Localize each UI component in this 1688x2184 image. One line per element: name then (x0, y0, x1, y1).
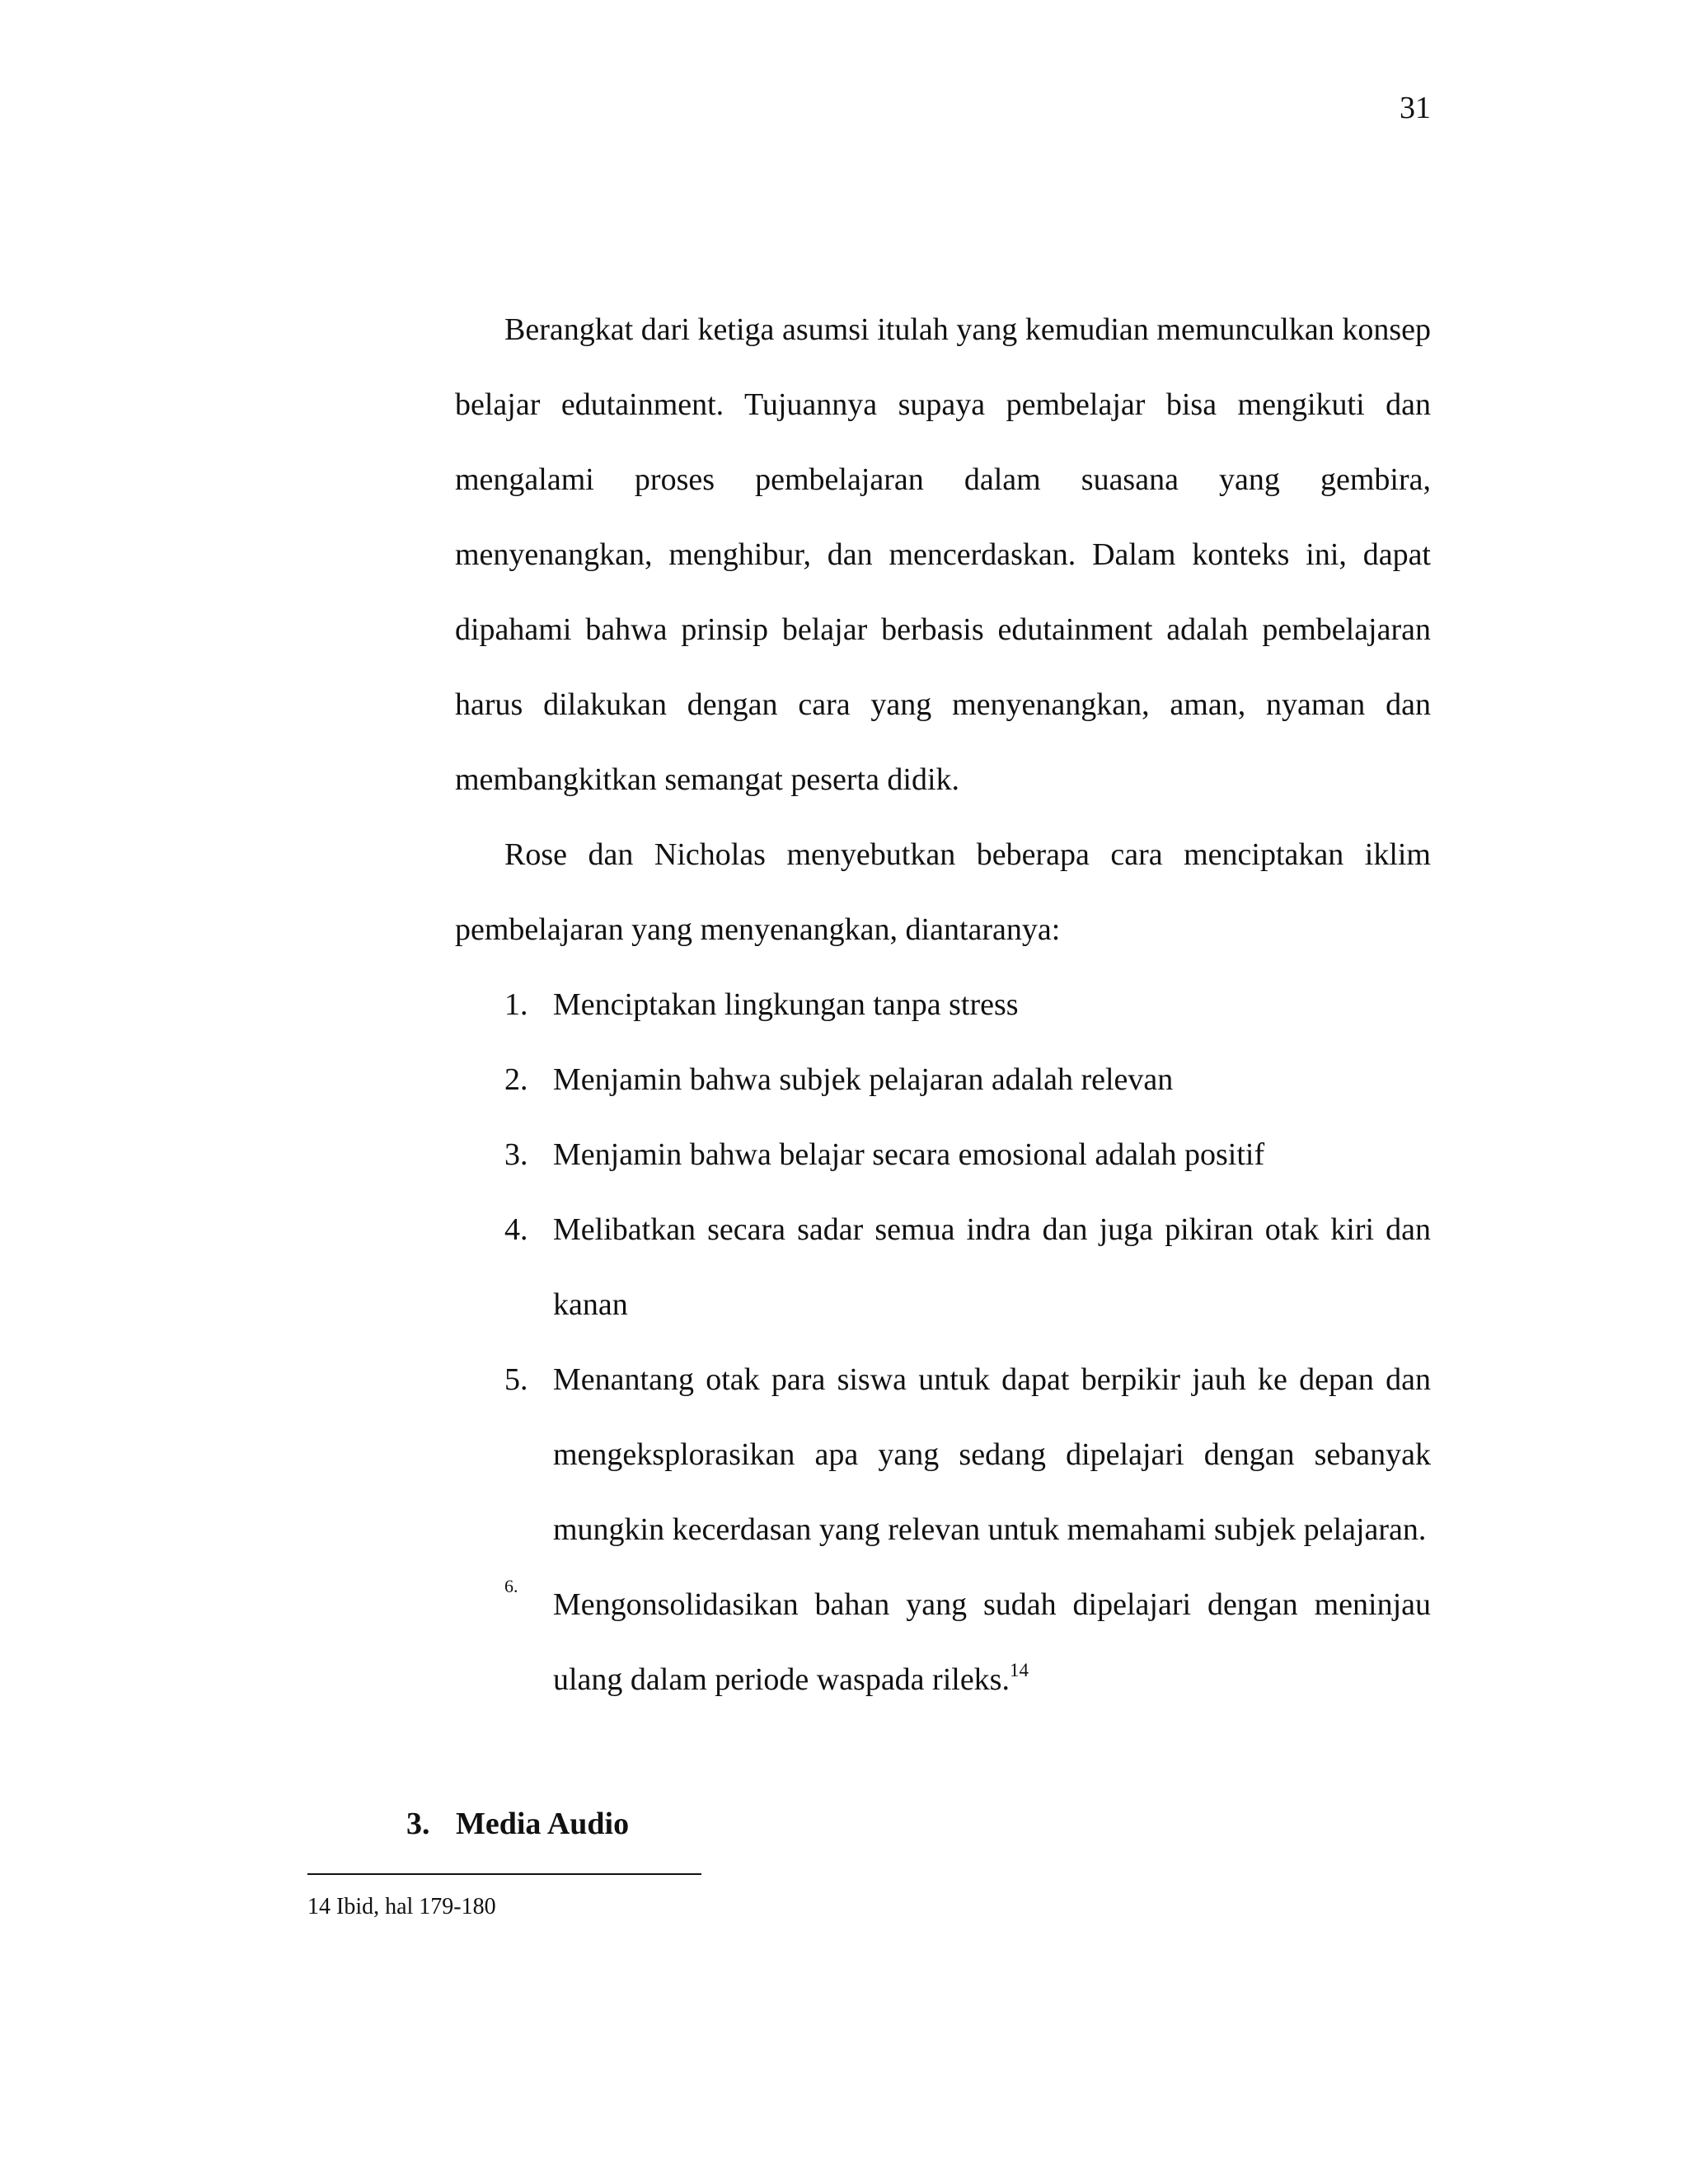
list-item-number: 1. (504, 987, 528, 1022)
footnote-text: Ibid, hal 179-180 (336, 1894, 496, 1919)
list-item-number: 2. (504, 1062, 528, 1097)
footnote-number: 14 (307, 1894, 331, 1919)
list-item-text: Menantang otak para siswa untuk dapat berpikir jauh ke depan dan mengeksplorasikan apa yang sedang dipelajari dengan sebanyak mungkin kecerdasan yang relevan untuk memahami subjek pelajaran. (553, 1362, 1431, 1547)
page-number: 31 (1400, 91, 1431, 125)
list-item (504, 1568, 1431, 1718)
list-item (504, 1343, 1431, 1568)
paragraph-rose-nicholas: Rose dan Nicholas menyebutkan beberapa cara menciptakan iklim pembelajaran yang menyenangkan, diantaranya: (455, 837, 1431, 947)
list-item-number: 6. (504, 1576, 518, 1596)
list-item-number: 3. (504, 1137, 528, 1172)
list-item-number: 5. (504, 1362, 528, 1397)
list-item-number: 4. (504, 1212, 528, 1247)
section-title: Media Audio (456, 1807, 630, 1841)
list-item (504, 968, 1431, 1043)
paragraph-edutainment: Berangkat dari ketiga asumsi itulah yang kemudian memunculkan konsep belajar edutainment. Tujuannya supaya pembelajar bisa mengikuti dan mengalami proses pembelajaran dalam suasana yang gembira, menyenangkan, menghibur, dan mencerdaskan. Dalam konteks ini, dapat dipahami bahwa prinsip belajar berbasis edutainment adalah pembelajaran harus dilakukan dengan cara yang menyenangkan, aman, nyaman dan membangkitkan semangat peserta didik. (455, 312, 1431, 797)
footnote-reference[interactable]: 14 (1009, 1660, 1029, 1680)
list-item (504, 1193, 1431, 1343)
footnote (307, 1892, 496, 1922)
list-item-text: Menjamin bahwa belajar secara emosional adalah positif (553, 1137, 1265, 1172)
section-heading (406, 1799, 629, 1849)
list-item (504, 1043, 1431, 1118)
footnote-divider (307, 1873, 701, 1875)
numbered-list (504, 968, 1431, 1718)
list-item-text: Menjamin bahwa subjek pelajaran adalah relevan (553, 1062, 1174, 1097)
list-item-text: Melibatkan secara sadar semua indra dan juga pikiran otak kiri dan kanan (553, 1212, 1431, 1322)
list-item-text: Menciptakan lingkungan tanpa stress (553, 987, 1019, 1022)
list-item (504, 1118, 1431, 1193)
list-item-text: Mengonsolidasikan bahan yang sudah dipelajari dengan meninjau ulang dalam periode waspada rileks. (553, 1587, 1431, 1697)
section-number: 3. (406, 1807, 430, 1841)
